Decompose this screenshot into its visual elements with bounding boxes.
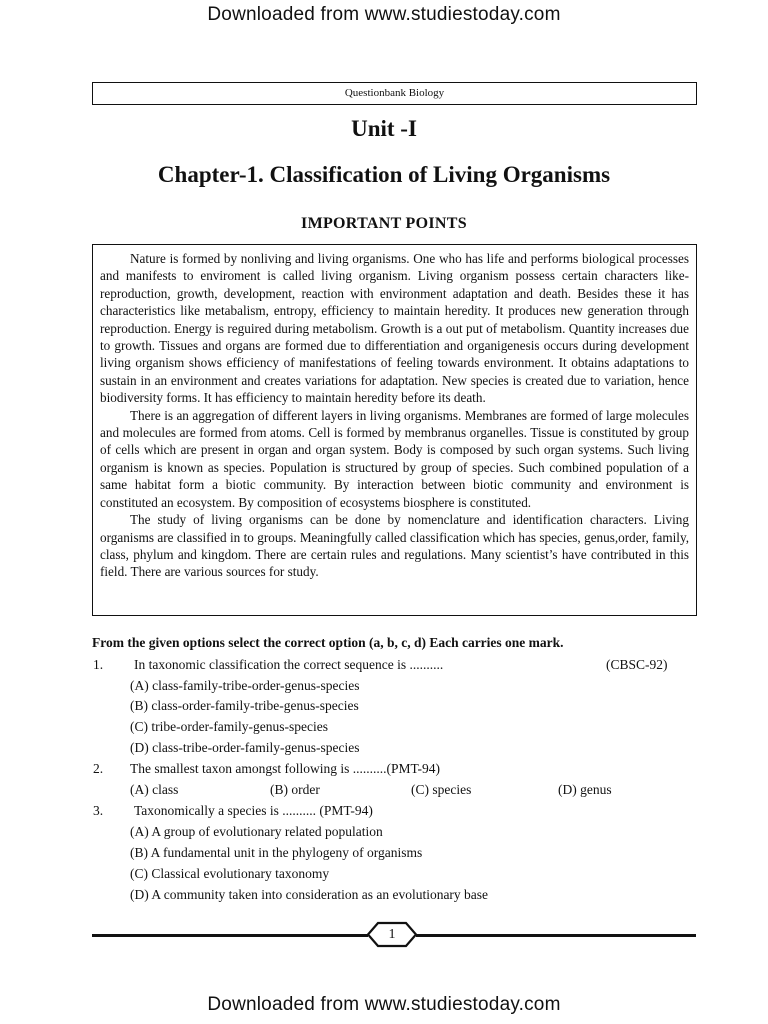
question-number: 1.: [93, 657, 104, 672]
option-d: (D) genus: [558, 782, 612, 797]
option-c: (C) species: [411, 782, 472, 797]
option-b: (B) class-order-family-tribe-genus-species: [130, 698, 359, 713]
page-number-badge: [366, 921, 418, 948]
footer-rule-right: [416, 934, 696, 937]
question-source: (CBSC-92): [606, 657, 668, 672]
footer-rule-left: [92, 934, 368, 937]
option-a: (A) class: [130, 782, 179, 797]
question-text: The smallest taxon amongst following is ..........(PMT-94): [130, 761, 440, 776]
option-b: (B) order: [270, 782, 320, 797]
section-heading: IMPORTANT POINTS: [301, 215, 467, 232]
question-text: Taxonomically a species is .......... (PMT-94): [134, 803, 373, 818]
important-points-box: [92, 244, 697, 616]
option-c: (C) Classical evolutionary taxonomy: [130, 866, 330, 881]
chapter-title: Chapter-1. Classification of Living Organisms: [157, 162, 611, 187]
option-d: (D) A community taken into consideration as an evolutionary base: [130, 887, 489, 902]
points-paragraph: There is an aggregation of different layers in living organisms. Membranes are formed of large molecules and molecules are formed from atoms. Cell is formed by membranus organelles. Tissue is constituted by group of cells which are present in organ and organ system. Body is composed by such organ systems. Such living organism is known as species. Population is structured by group of species. Such combined population of a same habitat form a biotic community. By interaction between biotic community and environment is constituted an ecosystem. By composition of ecosystems biosphere is constituted.: [100, 407, 689, 510]
instruction-text: From the given options select the correct option (a, b, c, d) Each carries one mark.: [92, 635, 564, 650]
download-banner-bottom: Downloaded from www.studiestoday.com: [207, 994, 561, 1015]
download-banner-top: Downloaded from www.studiestoday.com: [207, 4, 561, 25]
points-paragraph: The study of living organisms can be done by nomenclature and identification characters. Living organisms are classified in to groups. Meaningfully called classification which has species, genus,order, family, class, phylum and kingdom. There are certain rules and regulations. Many scientist’s have contributed in this field. There are various sources for study.: [100, 512, 689, 580]
question-number: 2.: [93, 761, 104, 776]
option-c: (C) tribe-order-family-genus-species: [130, 719, 329, 734]
question-number: 3.: [93, 803, 104, 818]
option-d: (D) class-tribe-order-family-genus-species: [130, 740, 360, 755]
unit-title: Unit -I: [351, 116, 417, 141]
points-paragraph: Nature is formed by nonliving and living organisms. One who has life and performs biological processes and manifests to enviroment is called living organism. Living organism possess certain characters like-reproduction, growth, development, reaction with environment adaptation and death. Besides these it has characteristics like metabalism, entropy, efficiency to maintain heredity. It produces new generation through reproduction. Energy is reguired during metabolism. Growth is a out put of metabolism. Quantity increases due to growth. Tissues and organs are formed due to differentiation and organigenesis occurs during development living organism shows efficiency of manifestations of feeling towards environment. It obtains adaptations to sustain in an environment and creates variations for adaptation. New species is created due to variation, hence biodiversity forms. It has efficiency to maintain heredity before its death.: [100, 251, 689, 406]
page-number: 1: [388, 927, 396, 942]
header-label-box: Questionbank Biology: [92, 82, 697, 105]
option-a: (A) A group of evolutionary related population: [130, 824, 383, 839]
option-b: (B) A fundamental unit in the phylogeny of organisms: [130, 845, 423, 860]
question-text: In taxonomic classification the correct sequence is ..........: [134, 657, 444, 672]
option-a: (A) class-family-tribe-order-genus-species: [130, 678, 360, 693]
